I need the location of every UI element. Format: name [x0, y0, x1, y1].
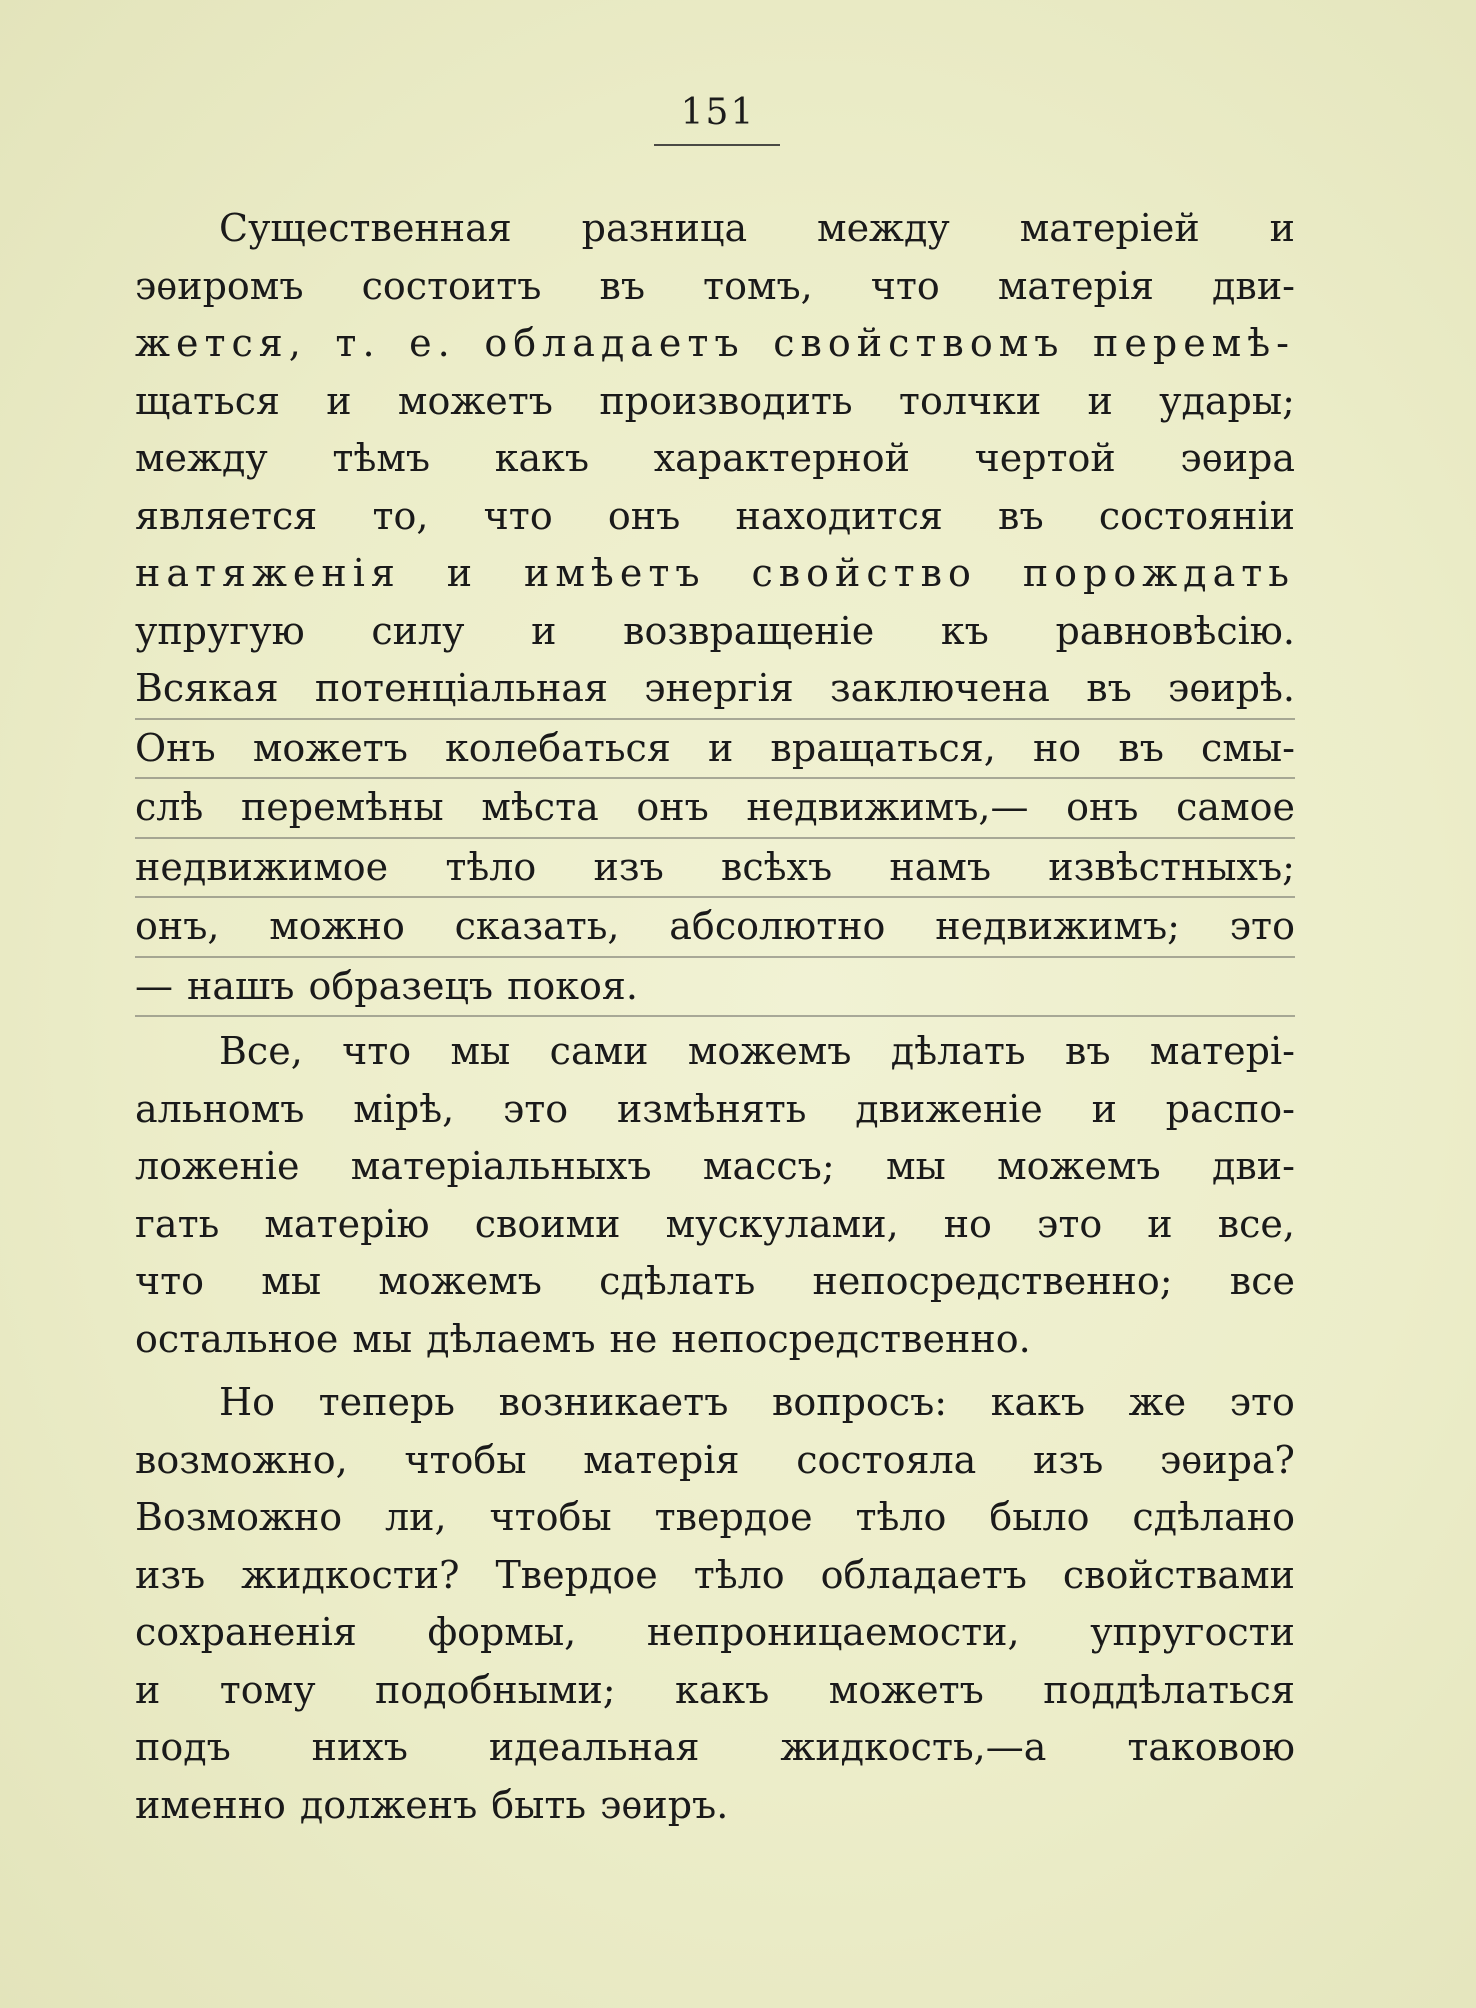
word: эѳира — [1180, 436, 1295, 480]
text-line — [135, 839, 1295, 899]
text-line — [135, 1253, 1295, 1311]
word: теперь — [318, 1380, 455, 1424]
word: производить — [599, 378, 853, 423]
word: не — [609, 1316, 658, 1361]
text-line — [135, 258, 1295, 316]
word: какъ — [494, 436, 590, 480]
word: все — [1229, 1259, 1295, 1303]
text-line — [135, 1374, 1295, 1432]
word: это — [1229, 1380, 1295, 1424]
word: гать — [135, 1201, 220, 1246]
word: можетъ — [397, 378, 553, 423]
word: то, — [372, 493, 429, 538]
word: онъ, — [135, 904, 220, 948]
word: т. — [335, 321, 381, 365]
word: между — [135, 436, 268, 480]
word: изъ — [1033, 1437, 1104, 1482]
word: вопросъ: — [772, 1380, 948, 1424]
text-line — [135, 1719, 1295, 1777]
word: и — [707, 725, 734, 770]
word: находится — [735, 493, 943, 538]
word: дви- — [1212, 263, 1295, 308]
word: мы — [885, 1144, 946, 1188]
word: тѣмъ — [332, 436, 431, 480]
text-line — [135, 545, 1295, 603]
word: и — [446, 551, 479, 595]
word: остальное — [135, 1316, 339, 1361]
word: недвижимъ,— — [746, 785, 1029, 829]
word: альномъ — [135, 1086, 305, 1131]
text-line — [135, 1604, 1295, 1662]
word: порождать — [1022, 551, 1295, 595]
word: чертой — [974, 436, 1116, 480]
word: и — [135, 1667, 161, 1712]
word: въ — [1064, 1029, 1111, 1073]
paragraph — [135, 200, 1295, 1017]
text-line — [135, 200, 1295, 258]
text-line — [135, 1662, 1295, 1720]
word: намъ — [889, 844, 992, 889]
word: можно — [269, 904, 405, 948]
text-line — [135, 660, 1295, 720]
word: быть — [491, 1782, 587, 1827]
word: удары; — [1159, 378, 1295, 423]
text-line — [135, 1777, 1295, 1835]
word: дви- — [1212, 1144, 1295, 1188]
word: недвижимъ; — [935, 904, 1180, 948]
word: Но — [219, 1380, 276, 1424]
word: разница — [581, 206, 748, 250]
text-line — [135, 1489, 1295, 1547]
word: распо- — [1165, 1086, 1295, 1131]
word: заключена — [829, 666, 1050, 710]
word: матеріальныхъ — [350, 1144, 652, 1188]
word: и — [326, 378, 352, 423]
word: недвижимое — [135, 844, 389, 889]
word: Все, — [219, 1029, 303, 1073]
word: жидкости? — [241, 1552, 460, 1597]
word: онъ — [607, 493, 681, 538]
text-line — [135, 1432, 1295, 1490]
word: матерію — [264, 1201, 430, 1246]
word: что — [135, 1259, 205, 1303]
word: дѣлать — [890, 1029, 1026, 1073]
word: ложеніе — [135, 1144, 300, 1188]
word: Твердое — [495, 1552, 658, 1597]
word: и — [1269, 206, 1295, 250]
word: тѣло — [445, 844, 537, 889]
word: можемъ — [687, 1029, 852, 1073]
word: томъ, — [703, 263, 813, 308]
word: можетъ — [252, 725, 408, 770]
word: долженъ — [299, 1782, 478, 1827]
text-line — [135, 720, 1295, 780]
word: поддѣлаться — [1043, 1667, 1295, 1712]
word: эѳиръ. — [600, 1782, 729, 1827]
text-line — [135, 488, 1295, 546]
word: абсолютно — [669, 904, 886, 948]
word: мускулами, — [665, 1201, 899, 1246]
word: въ — [998, 493, 1044, 538]
text-line — [135, 1311, 1295, 1369]
word: характерной — [653, 436, 910, 480]
page-number-rule — [654, 144, 780, 146]
word: непроницаемости, — [646, 1610, 1020, 1654]
word: вращаться, — [770, 725, 996, 770]
text-line — [135, 1081, 1295, 1139]
word: свойствомъ — [773, 321, 1065, 365]
word: упругую — [135, 608, 305, 653]
text-line — [135, 898, 1295, 958]
word: свойство — [751, 551, 977, 595]
word: силу — [371, 608, 465, 653]
word: всѣхъ — [720, 844, 833, 889]
word: самое — [1176, 785, 1295, 829]
word: Возможно — [135, 1495, 343, 1539]
word: сдѣлано — [1132, 1495, 1295, 1539]
word: что — [870, 263, 940, 308]
word: подъ — [135, 1725, 231, 1769]
word: извѣстныхъ; — [1048, 844, 1295, 889]
word: можемъ — [378, 1259, 542, 1303]
word: нашъ — [187, 963, 295, 1008]
word: матерія — [997, 263, 1155, 308]
word: изъ — [135, 1552, 206, 1597]
word: натяженія — [135, 551, 401, 595]
word: матеріей — [1019, 206, 1200, 250]
word: что — [483, 493, 553, 538]
word: эѳиромъ — [135, 263, 304, 308]
word: твердое — [654, 1495, 813, 1539]
word: своими — [474, 1201, 621, 1246]
word: какъ — [675, 1667, 770, 1712]
word: тѣло — [855, 1495, 947, 1539]
word: именно — [135, 1782, 286, 1827]
word: въ — [599, 263, 646, 308]
text-line — [135, 1023, 1295, 1081]
word: мірѣ, — [353, 1086, 455, 1131]
word: жется, — [135, 321, 307, 365]
paragraph — [135, 1023, 1295, 1368]
word: все, — [1217, 1201, 1295, 1246]
word: непосредственно; — [812, 1259, 1173, 1303]
text-line — [135, 430, 1295, 488]
word: мы — [450, 1029, 511, 1073]
text-line — [135, 958, 1295, 1018]
word: Всякая — [135, 666, 279, 710]
word: щаться — [135, 378, 280, 423]
word: онъ — [1066, 785, 1139, 829]
word: состоитъ — [361, 263, 542, 308]
word: мы — [352, 1316, 413, 1361]
text-line — [135, 1138, 1295, 1196]
word: е. — [409, 321, 456, 365]
word: тѣло — [693, 1552, 785, 1597]
word: можемъ — [997, 1144, 1161, 1188]
word: къ — [940, 608, 989, 653]
paragraph — [135, 1374, 1295, 1834]
word: возможно, — [135, 1437, 348, 1482]
word: эѳира? — [1159, 1437, 1295, 1482]
word: что — [342, 1029, 412, 1073]
word: и — [1091, 1086, 1117, 1131]
text-line — [135, 315, 1295, 373]
word: состояла — [796, 1437, 977, 1482]
word: обладаетъ — [484, 321, 745, 365]
word: перемѣ- — [1093, 321, 1295, 365]
word: колебаться — [445, 725, 671, 770]
word: и — [1087, 378, 1113, 423]
word: толчки — [898, 378, 1042, 423]
page-number: 151 — [680, 92, 756, 133]
word: упругости — [1090, 1610, 1295, 1654]
word: жидкость,—а — [780, 1725, 1047, 1769]
word: состояніи — [1098, 493, 1295, 538]
word: мѣста — [481, 785, 599, 829]
text-line — [135, 1547, 1295, 1605]
word: чтобы — [404, 1437, 527, 1482]
word: образецъ — [308, 963, 494, 1008]
word: идеальная — [488, 1725, 700, 1769]
word: сами — [549, 1029, 649, 1073]
word: — — [135, 963, 173, 1008]
text-line — [135, 1196, 1295, 1254]
word: сохраненія — [135, 1610, 357, 1654]
word: тому — [219, 1667, 316, 1712]
word: Существенная — [219, 206, 512, 250]
word: можетъ — [828, 1667, 984, 1712]
word: слѣ — [135, 785, 204, 829]
word: но — [943, 1201, 992, 1246]
word: изъ — [593, 844, 664, 889]
word: имѣетъ — [524, 551, 706, 595]
word: массъ; — [702, 1144, 835, 1188]
word: непосредственно. — [671, 1316, 1031, 1361]
word: чтобы — [489, 1495, 612, 1539]
word: дѣлаемъ — [426, 1316, 596, 1361]
word: формы, — [427, 1610, 577, 1654]
text-line — [135, 373, 1295, 431]
word: но — [1032, 725, 1082, 770]
word: измѣнять — [616, 1086, 807, 1131]
word: было — [989, 1495, 1090, 1539]
page-body — [135, 200, 1295, 1840]
word: это — [1037, 1201, 1103, 1246]
word: энергія — [644, 666, 794, 710]
word: сказать, — [454, 904, 620, 948]
word: нихъ — [311, 1725, 408, 1769]
word: эѳирѣ. — [1168, 666, 1295, 710]
word: смы- — [1201, 725, 1295, 770]
word: потенціальная — [314, 666, 608, 710]
word: какъ — [990, 1380, 1086, 1424]
word: свойствами — [1062, 1552, 1295, 1597]
word: же — [1128, 1380, 1187, 1424]
text-line — [135, 603, 1295, 661]
word: въ — [1086, 666, 1132, 710]
word: покоя. — [507, 963, 638, 1008]
word: перемѣны — [240, 785, 444, 829]
word: и — [531, 608, 557, 653]
word: ли, — [385, 1495, 447, 1539]
word: матері- — [1149, 1029, 1295, 1073]
word: и — [1147, 1201, 1173, 1246]
word: онъ — [636, 785, 709, 829]
word: между — [817, 206, 950, 250]
word: таковою — [1127, 1725, 1295, 1769]
word: въ — [1118, 725, 1164, 770]
word: обладаетъ — [820, 1552, 1027, 1597]
word: Онъ — [135, 725, 216, 770]
word: мы — [261, 1259, 322, 1303]
word: движеніе — [855, 1086, 1043, 1131]
word: матерія — [583, 1437, 740, 1482]
word: это — [1229, 904, 1295, 948]
word: сдѣлать — [599, 1259, 756, 1303]
word: это — [503, 1086, 569, 1131]
word: является — [135, 493, 318, 538]
word: возникаетъ — [498, 1380, 729, 1424]
word: равновѣсію. — [1055, 608, 1295, 653]
text-line — [135, 779, 1295, 839]
word: подобными; — [374, 1667, 616, 1712]
word: возвращеніе — [623, 608, 875, 653]
